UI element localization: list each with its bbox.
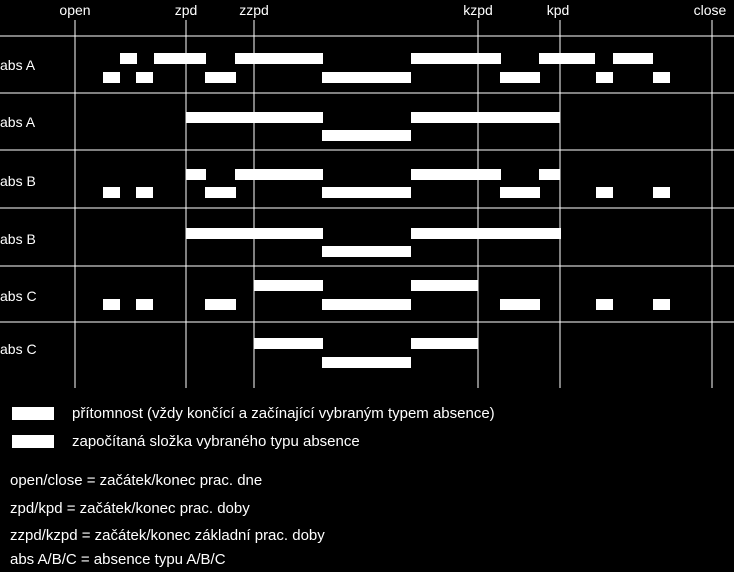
legend-counted-text: započítaná složka vybraného typu absence <box>72 432 360 450</box>
marker-label-open: open <box>59 2 91 18</box>
segment-bar <box>411 338 478 349</box>
segment-bar <box>103 187 120 198</box>
marker-label-zzpd: zzpd <box>239 2 269 18</box>
segment-bar <box>322 299 411 310</box>
segment-bar <box>539 169 560 180</box>
segment-bar <box>653 72 670 83</box>
note-zzpd-kzpd: zzpd/kzpd = začátek/konec základní prac. doby <box>10 527 325 544</box>
segment-bar <box>500 72 540 83</box>
segment-bar <box>322 72 411 83</box>
segment-bar <box>186 228 323 239</box>
segment-bar <box>136 299 153 310</box>
segment-bar <box>322 187 411 198</box>
row-label: abs C <box>0 288 37 304</box>
segment-bar <box>500 299 540 310</box>
marker-label-kzpd: kzpd <box>463 2 493 18</box>
segment-bar <box>411 280 478 291</box>
row-label: abs B <box>0 173 36 189</box>
counted-swatch <box>12 435 54 448</box>
segment-bar <box>235 53 323 64</box>
segment-bar <box>596 299 613 310</box>
segment-bar <box>205 72 236 83</box>
segment-bar <box>154 53 206 64</box>
segment-bar <box>596 72 613 83</box>
segment-bar <box>103 72 120 83</box>
segment-bar <box>120 53 137 64</box>
segment-bar <box>653 299 670 310</box>
segment-bar <box>322 130 411 141</box>
row-label: abs A <box>0 57 36 73</box>
segment-bar <box>411 228 561 239</box>
segment-bar <box>254 280 323 291</box>
segment-bar <box>235 169 323 180</box>
segment-bar <box>322 246 411 257</box>
note-abs: abs A/B/C = absence typu A/B/C <box>10 551 226 568</box>
segment-bar <box>136 72 153 83</box>
segment-bar <box>500 187 540 198</box>
segment-bar <box>186 112 323 123</box>
segment-bar <box>596 187 613 198</box>
segment-bar <box>539 53 595 64</box>
note-open-close: open/close = začátek/konec prac. dne <box>10 472 263 489</box>
legend-presence <box>12 403 495 423</box>
segment-bar <box>653 187 670 198</box>
segment-bar <box>136 187 153 198</box>
row-label: abs C <box>0 341 37 357</box>
row-label: abs B <box>0 231 36 247</box>
note-zpd-kpd: zpd/kpd = začátek/konec prac. doby <box>10 500 250 517</box>
row-label: abs A <box>0 114 36 130</box>
segment-bar <box>205 299 236 310</box>
segment-bar <box>205 187 236 198</box>
segment-bar <box>322 357 411 368</box>
legend-presence-text: přítomnost (vždy končící a začínající vybraným typem absence) <box>72 404 495 422</box>
legend-counted <box>12 431 360 451</box>
marker-label-zpd: zpd <box>174 2 198 18</box>
segment-bars <box>103 53 670 368</box>
segment-bar <box>613 53 653 64</box>
segment-bar <box>411 169 501 180</box>
marker-label-kpd: kpd <box>546 2 570 18</box>
segment-bar <box>411 112 560 123</box>
presence-swatch <box>12 407 54 420</box>
segment-bar <box>411 53 501 64</box>
marker-label-close: close <box>693 2 727 18</box>
segment-bar <box>186 169 206 180</box>
segment-bar <box>103 299 120 310</box>
segment-bar <box>254 338 323 349</box>
